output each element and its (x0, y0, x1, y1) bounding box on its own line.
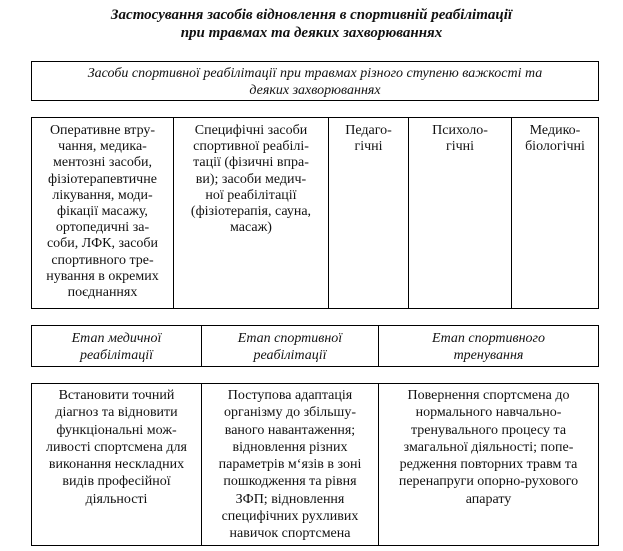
stages-row (31, 325, 599, 367)
means-cell-4 (409, 118, 512, 308)
cell-text-line: параметрів м‘язів в зоні (218, 457, 362, 473)
cell-text-line: лікування, моди- (52, 187, 153, 203)
cell-text-line: Психоло- (432, 123, 488, 138)
cell-text-line: ваного навантаження; (224, 422, 356, 438)
cell-text-line: організму до збільшу- (223, 405, 356, 421)
means-cell-5 (512, 118, 598, 308)
cell-text-line: змагальної діяльності; попе- (403, 439, 574, 455)
means-row (31, 117, 599, 309)
cell-text-line: Етап спортивної (237, 331, 343, 346)
cell-text-line: ментозні засоби, (53, 155, 152, 171)
cell-text-line: Поступова адаптація (227, 388, 353, 403)
means-cell-3 (329, 118, 409, 308)
title-line-1: Застосування засобів відновлення в спортивній реабілітації (110, 7, 513, 23)
means-header-line-1: Засоби спортивної реабілітації при травмах різного ступеню важкості та (87, 66, 543, 81)
goals-row (31, 383, 599, 546)
cell-text-line: Встановити точний (58, 388, 175, 403)
stage-sport-rehab (202, 326, 379, 366)
cell-text-line: соби, ЛФК, засоби (46, 236, 159, 252)
cell-text-line: відновлення різних (232, 439, 348, 455)
cell-text-line: гічні (445, 139, 475, 155)
cell-text-line: чання, медика- (58, 139, 147, 155)
cell-text-line: тренування (453, 348, 524, 363)
cell-text-line: біологічні (525, 139, 585, 155)
cell-text-line: спортивної реабілі- (193, 139, 309, 155)
cell-text-line: гічні (354, 139, 383, 155)
cell-text-line: Етап спортивного (432, 331, 545, 346)
cell-text-line: пошкодження та рівня (223, 474, 357, 490)
cell-text-line: видів професійної (62, 474, 171, 490)
cell-text-line: (фізіотерапія, сауна, (190, 204, 312, 220)
cell-text-line: Етап медичної (71, 331, 162, 346)
cell-text-line: нування в окремих (46, 268, 159, 284)
cell-text-line: функціональні мож- (56, 422, 177, 438)
cell-text-line: ЗФП; відновлення (235, 491, 345, 507)
cell-text-line: редження повторних травм та (399, 457, 578, 473)
cell-text-line: ливості спортсмена для (46, 439, 187, 455)
page-title (0, 6, 623, 42)
cell-text-line: масаж) (230, 220, 272, 236)
cell-text-line: Повернення спортсмена до (407, 388, 570, 403)
cell-text-line: навичок спортсмена (229, 526, 351, 542)
cell-text-line: нормального навчально- (415, 405, 562, 421)
cell-text-line: спортивного тре- (51, 252, 154, 268)
means-cell-1 (32, 118, 174, 308)
stage-medical (32, 326, 202, 366)
cell-text-line: ортопедичні за- (55, 220, 150, 236)
cell-text-line: ви); засоби медич- (195, 171, 307, 187)
means-header-box (31, 61, 599, 101)
cell-text-line: ної реабілітації (205, 187, 297, 203)
cell-text-line: тренувального процесу та (410, 422, 567, 438)
goal-sport-rehab (202, 384, 379, 545)
cell-text-line: Медико- (529, 123, 581, 138)
stage-training (379, 326, 598, 366)
goal-medical (32, 384, 202, 545)
cell-text-line: виконання нескладних (48, 457, 185, 473)
cell-text-line: фізіотерапевтичне (48, 171, 157, 187)
cell-text-line: Специфічні засоби (194, 123, 308, 138)
cell-text-line: фікації масажу, (57, 204, 148, 220)
cell-text-line: специфічних рухливих (221, 509, 359, 525)
title-line-2: при травмах та деяких захворюваннях (180, 25, 443, 41)
goal-training (379, 384, 598, 545)
cell-text-line: тації (фізичні впра- (193, 155, 309, 171)
cell-text-line: апарату (465, 491, 512, 507)
cell-text-line: реабілітації (79, 348, 153, 363)
cell-text-line: діяльності (85, 491, 148, 507)
cell-text-line: Педаго- (345, 123, 392, 138)
means-header-line-2: деяких захворюваннях (249, 83, 381, 98)
cell-text-line: Оперативне втру- (49, 123, 156, 138)
cell-text-line: реабілітації (253, 348, 327, 363)
cell-text-line: діагноз та відновити (55, 405, 178, 421)
cell-text-line: перенапруги опорно-рухового (398, 474, 579, 490)
cell-text-line: поєднаннях (67, 285, 138, 301)
means-cell-2 (174, 118, 329, 308)
